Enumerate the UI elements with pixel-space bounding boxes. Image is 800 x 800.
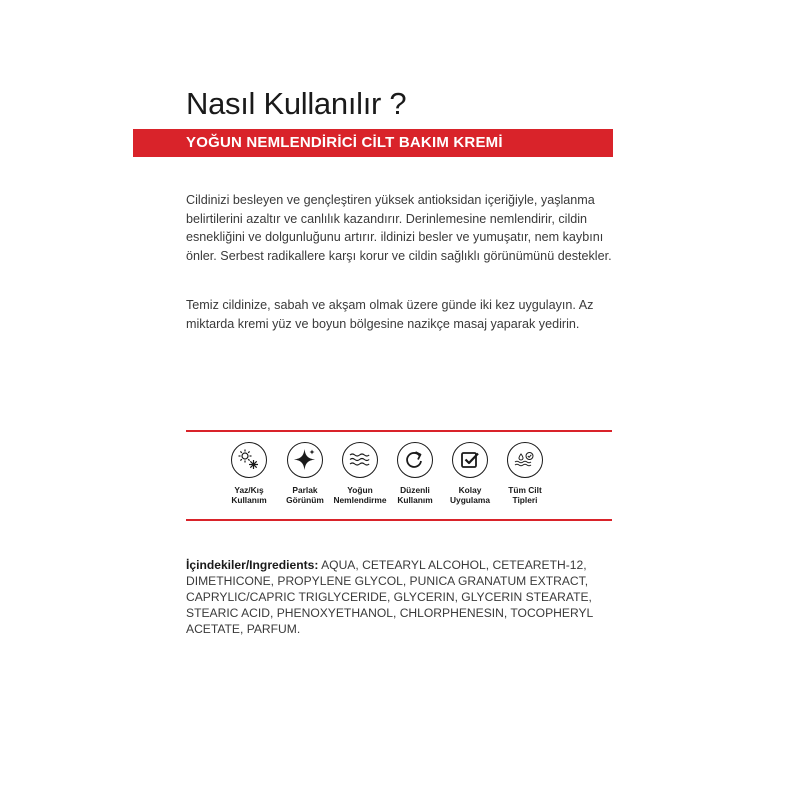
sun-snowflake-icon — [231, 442, 267, 478]
feature-label: Kolay — [458, 485, 482, 495]
feature-label: Düzenli — [400, 485, 430, 495]
sparkle-icon — [287, 442, 323, 478]
feature-label: Parlak — [292, 485, 318, 495]
waves-icon — [342, 442, 378, 478]
feature-label: Yoğun — [347, 485, 373, 495]
feature-label: Nemlendirme — [333, 495, 387, 505]
skin-drops-icon — [507, 442, 543, 478]
feature-label: Tüm Cilt — [508, 485, 542, 495]
product-name-banner — [133, 129, 613, 157]
ingredients-text: AQUA, CETEARYL ALCOHOL, CETEARETH-12, DIMETHICONE, PROPYLENE GLYCOL, PUNICA GRANATUM EXTRACT, CAPRYLIC/CAPRIC TRIGLYCERIDE, GLYCERIN, GLYCERIN STEARATE, STEARIC ACID, PHENOXYETHANOL, CHLORPHENESIN, TOCOPHERYL ACETATE, PARFUM. — [186, 558, 593, 636]
refresh-arrow-icon — [397, 442, 433, 478]
features-row — [230, 442, 570, 516]
page-title: Nasıl Kullanılır ? — [186, 86, 407, 121]
divider-top — [186, 430, 612, 432]
product-name: YOĞUN NEMLENDİRİCİ CİLT BAKIM KREMİ — [186, 134, 503, 151]
feature-label: Görünüm — [286, 495, 324, 505]
feature-label: Tipleri — [512, 495, 538, 505]
feature-label: Uygulama — [449, 495, 491, 505]
feature-label: Yaz/Kış — [234, 485, 264, 495]
checkbox-icon — [452, 442, 488, 478]
ingredients-label: İçindekiler/Ingredients: — [186, 558, 319, 572]
usage-paragraph: Temiz cildinize, sabah ve akşam olmak üzere günde iki kez uygulayın. Az miktarda kremi yüz ve boyun bölgesine nazikçe masaj yaparak yedirin. — [186, 298, 594, 331]
feature-label: Kullanım — [397, 495, 433, 505]
ingredients-list — [186, 557, 616, 637]
description-paragraph: Cildinizi besleyen ve gençleştiren yüksek antioksidan içeriğiyle, yaşlanma belirtilerini azaltır ve canlılık kazandırır. Derinlemesine nemlendirir, cildin esnekliğini ve dolgunluğunu artırır. ildinizi besler ve yumuşatır, nem kaybını önler. Serbest radikallere karşı korur ve cildin sağlıklı görünümünü destekler. — [186, 193, 612, 263]
divider-bottom — [186, 519, 612, 521]
feature-label: Kullanım — [231, 495, 267, 505]
feature-all-skin-types — [487, 442, 563, 505]
